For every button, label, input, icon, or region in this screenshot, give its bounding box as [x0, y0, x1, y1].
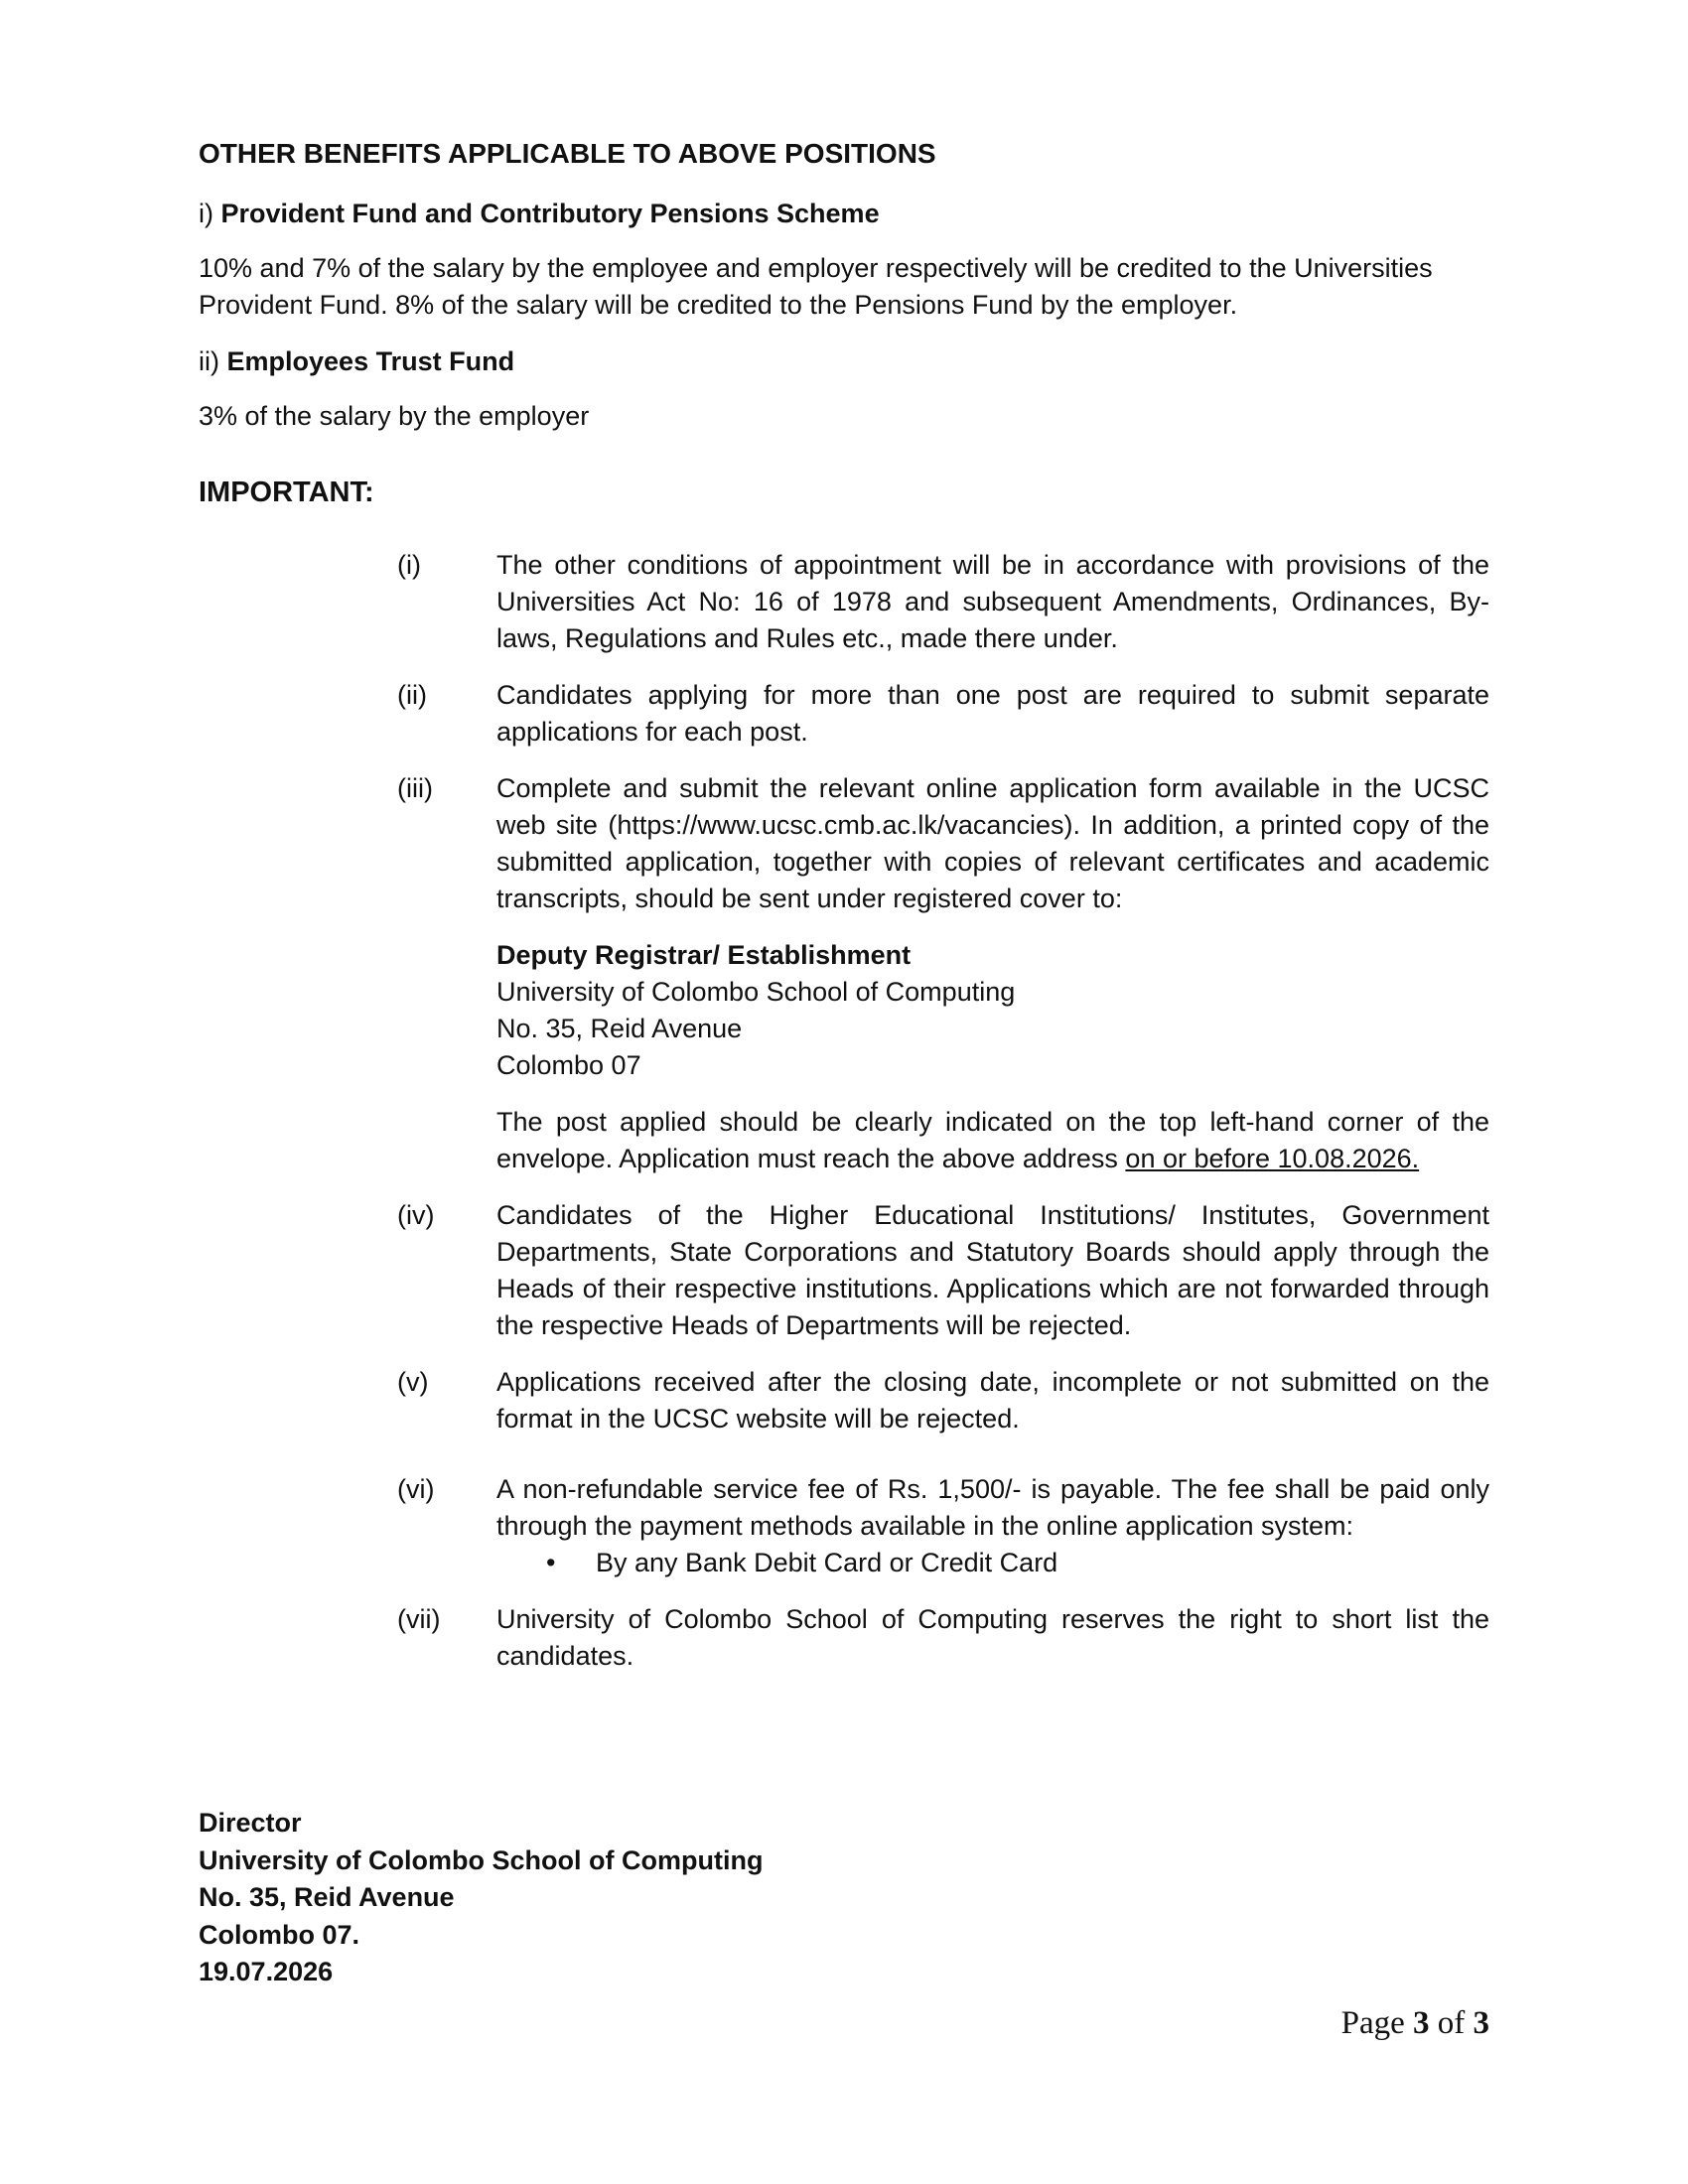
item-number: (iii) — [397, 773, 433, 803]
document-page — [199, 134, 1489, 1695]
signature-date: 19.07.2026 — [199, 1957, 334, 1986]
benefits-heading: OTHER BENEFITS APPLICABLE TO ABOVE POSITIONS — [199, 138, 936, 169]
item-number: (i) — [397, 550, 421, 580]
list-item — [397, 770, 1489, 1177]
list-item — [397, 1364, 1489, 1437]
bullet-icon: • — [546, 1548, 556, 1577]
list-item — [397, 1601, 1489, 1675]
etf-title: Employees Trust Fund — [226, 346, 515, 376]
provident-fund-title: Provident Fund and Contributory Pensions Scheme — [220, 199, 880, 228]
provident-fund-heading — [199, 196, 1489, 232]
address-title: Deputy Registrar/ Establishment — [496, 940, 912, 970]
item-text: A non-refundable service fee of Rs. 1,500/- is payable. The fee shall be paid only through the payment methods available in the online application system: — [496, 1474, 1489, 1541]
note-text: The post applied should be clearly indicated on the top left-hand corner of the envelope. Application must reach the above address — [496, 1107, 1489, 1173]
etf-text: 3% of the salary by the employer — [199, 401, 590, 431]
item-note — [496, 1104, 1489, 1177]
signature-line: Director — [199, 1808, 302, 1838]
provident-fund-text: 10% and 7% of the salary by the employee and employer respectively will be credited to the Universities Provident Fund. 8% of the salary will be credited to the Pensions Fund by the employer. — [199, 253, 1433, 320]
important-heading: IMPORTANT: — [199, 477, 374, 508]
current-page: 3 — [1413, 2005, 1430, 2041]
list-item — [397, 677, 1489, 751]
deadline-text: on or before 10.08.2026. — [1125, 1144, 1420, 1173]
total-pages: 3 — [1473, 2005, 1489, 2041]
page-word: Page — [1340, 2005, 1405, 2041]
page-number — [1341, 2005, 1489, 2042]
etf-prefix: ii) — [199, 346, 219, 376]
item-text: The other conditions of appointment will be in accordance with provisions of the Universities Act No: 16 of 1978 and subsequent Amendments, Ordinances, By-laws, Regulations and Rules etc., made there under. — [496, 550, 1489, 653]
item-text: Candidates of the Higher Educational Institutions/ Institutes, Government Departments, State Corporations and Statutory Boards should apply through the Heads of their respective institutions. Applications which are not forwarded through the respective Heads of Departments will be rejected. — [496, 1200, 1489, 1340]
important-list — [397, 547, 1489, 1675]
address-line: University of Colombo School of Computing — [496, 977, 1016, 1007]
bullet-text: By any Bank Debit Card or Credit Card — [596, 1548, 1058, 1577]
item-text: Complete and submit the relevant online application form available in the UCSC web site (https://www.ucsc.cmb.ac.lk/vacancies). In addition, a printed copy of the submitted application, together with copies of relevant certificates and academic transcripts, should be sent under registered cover to: — [496, 773, 1489, 913]
list-item — [397, 1471, 1489, 1581]
signature-block — [199, 1805, 763, 1991]
provident-fund-prefix: i) — [199, 199, 213, 228]
bullet-item — [546, 1545, 1489, 1581]
etf-heading — [199, 343, 1489, 380]
postal-address — [496, 937, 1489, 1084]
signature-line: Colombo 07. — [199, 1919, 360, 1950]
item-number: (iv) — [397, 1200, 435, 1230]
item-number: (vi) — [397, 1474, 435, 1504]
address-line: Colombo 07 — [496, 1050, 641, 1080]
signature-line: University of Colombo School of Computing — [199, 1844, 764, 1875]
of-word: of — [1437, 2005, 1466, 2041]
item-text: Applications received after the closing date, incomplete or not submitted on the format in the UCSC website will be rejected. — [496, 1367, 1489, 1433]
list-item — [397, 1197, 1489, 1344]
list-item — [397, 547, 1489, 657]
item-number: (v) — [397, 1367, 429, 1397]
item-text: University of Colombo School of Computing reserves the right to short list the candidates. — [496, 1604, 1489, 1671]
address-line: No. 35, Reid Avenue — [496, 1014, 743, 1043]
item-text: Candidates applying for more than one post are required to submit separate applications for each post. — [496, 680, 1489, 747]
signature-line: No. 35, Reid Avenue — [199, 1882, 455, 1912]
item-number: (vii) — [397, 1604, 441, 1634]
item-number: (ii) — [397, 680, 427, 710]
